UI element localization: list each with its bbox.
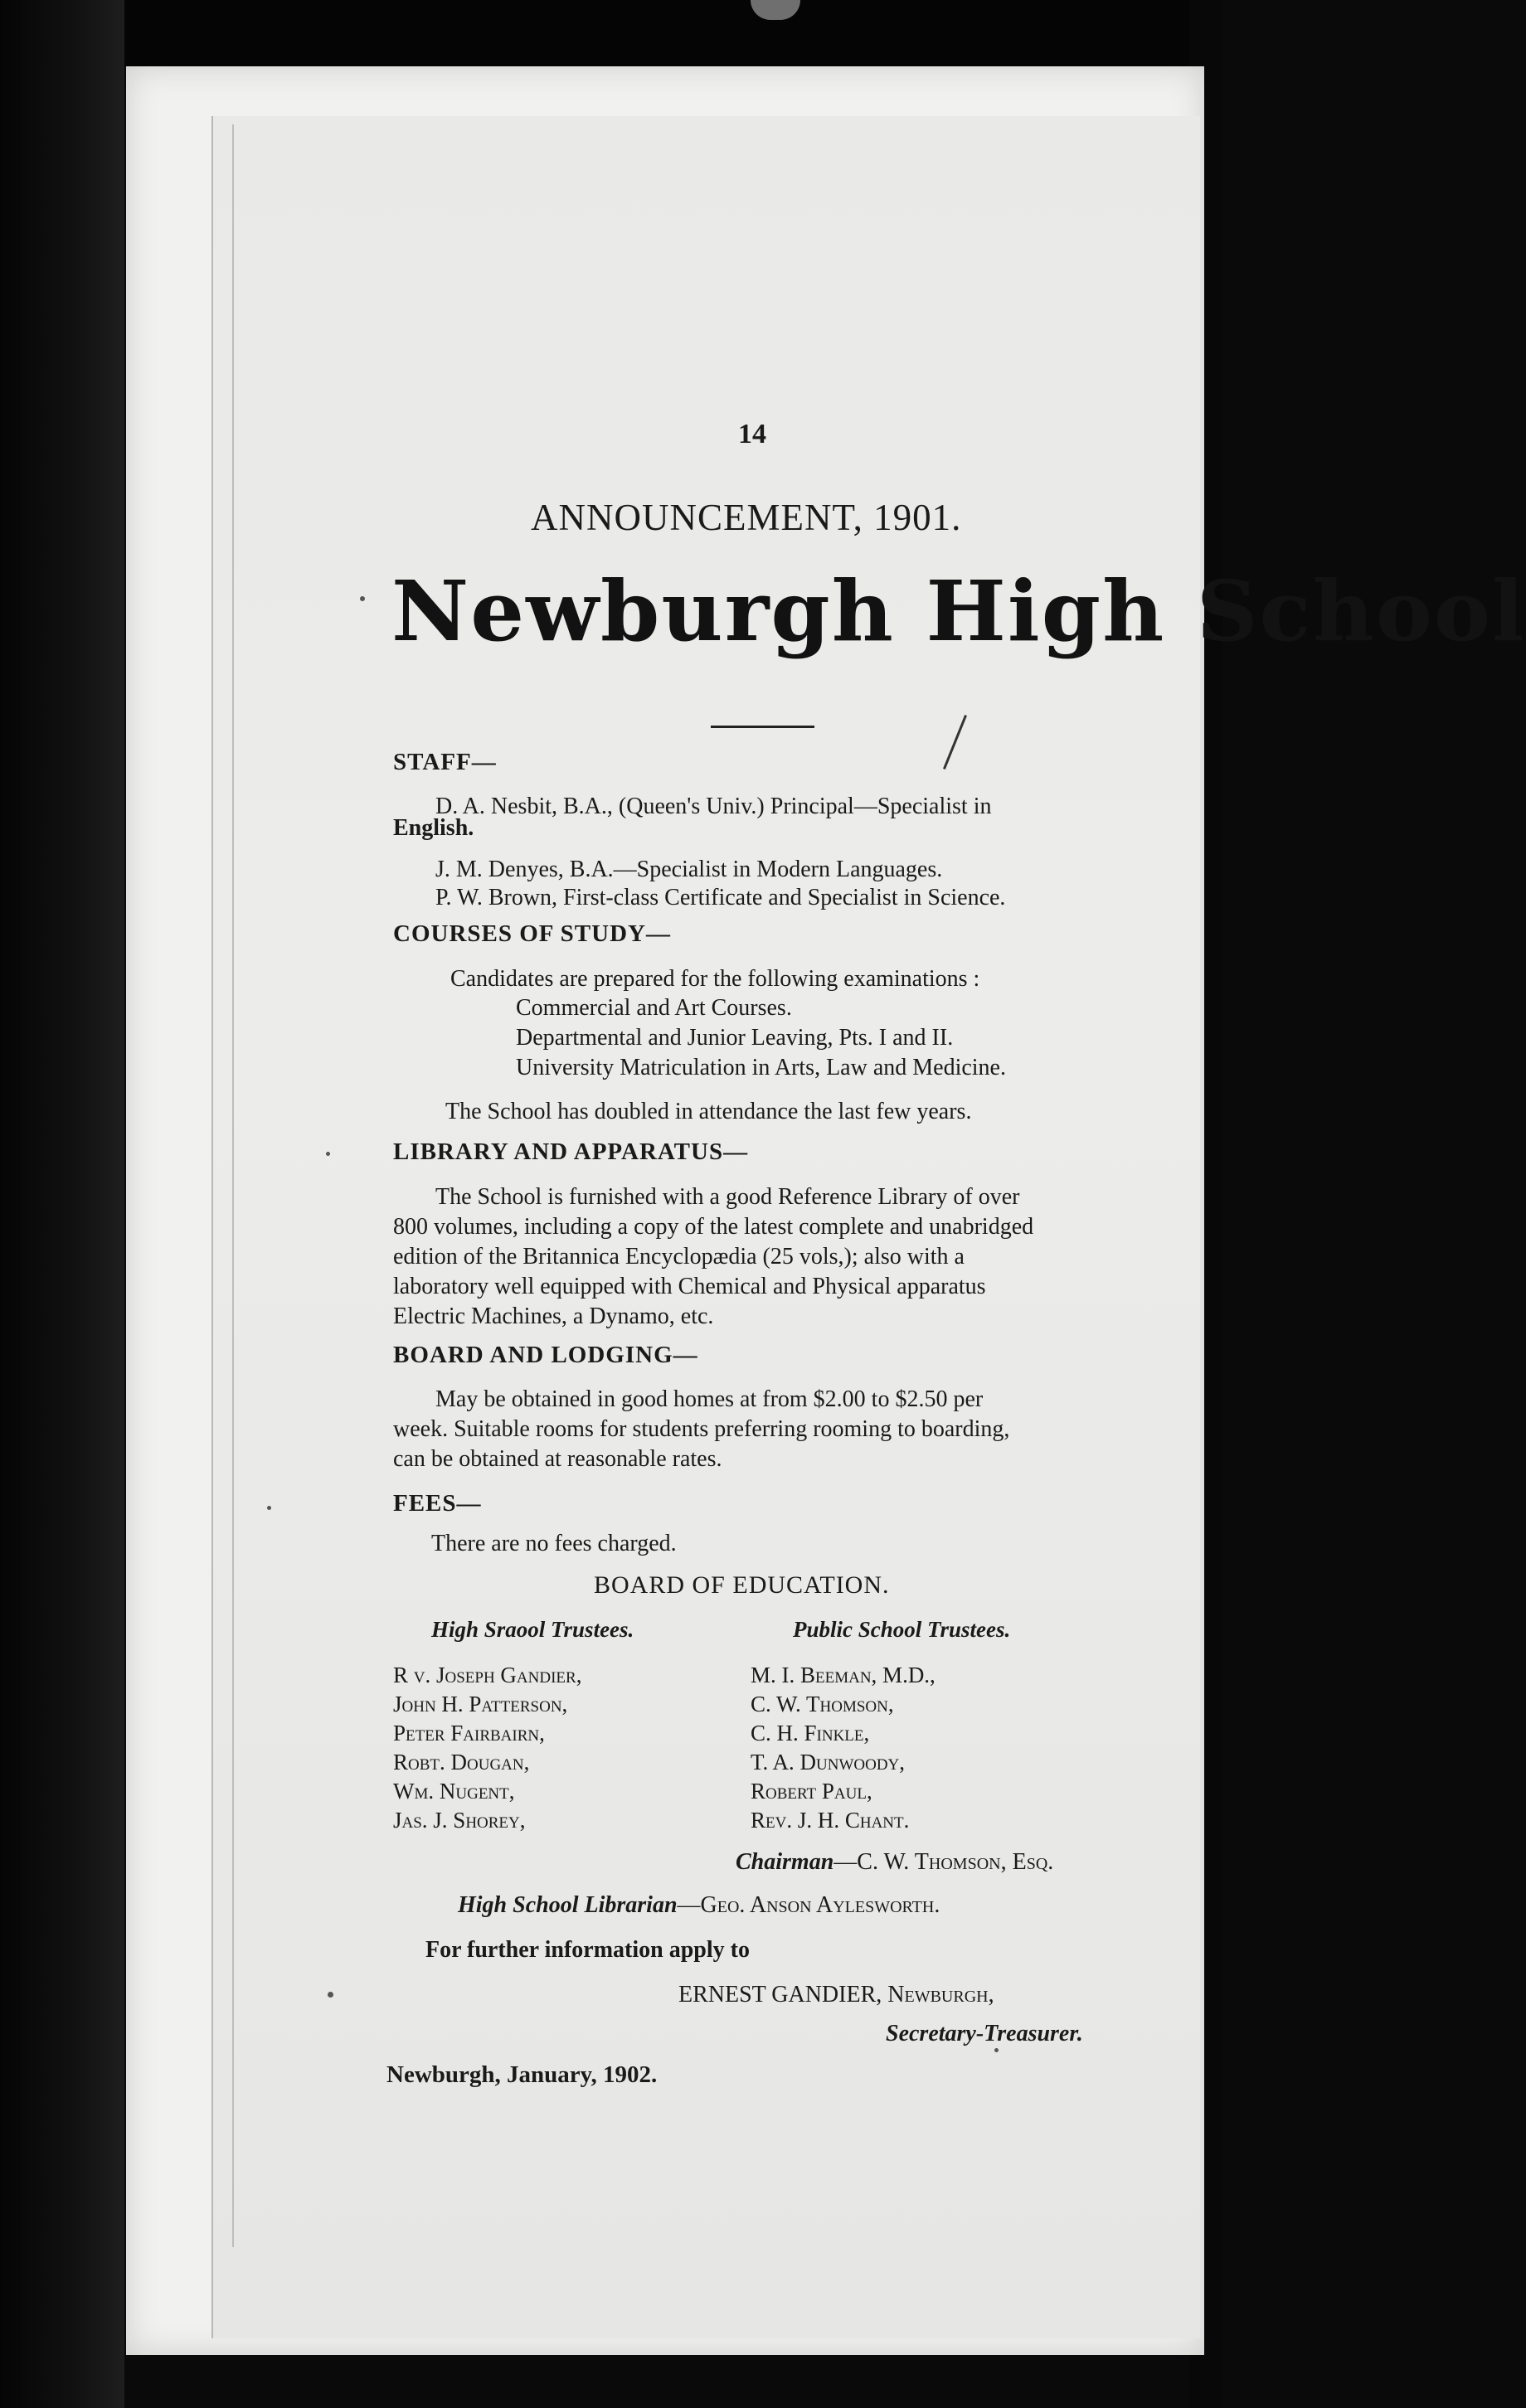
librarian-label: High School Librarian bbox=[458, 1892, 678, 1918]
public-school-trustee: C. H. Finkle, bbox=[751, 1721, 870, 1745]
date-line: Newburgh, January, 1902. bbox=[386, 2061, 658, 2088]
high-school-trustees-heading: High Sraool Trustees. bbox=[431, 1617, 634, 1642]
high-school-trustee: Peter Fairbairn, bbox=[393, 1721, 545, 1745]
board-of-education-title: BOARD OF EDUCATION. bbox=[594, 1571, 890, 1599]
chairman-name: —C. W. Thomson, Esq. bbox=[833, 1849, 1054, 1875]
scan-speck bbox=[267, 1506, 271, 1510]
fees-heading: FEES— bbox=[393, 1490, 482, 1517]
public-school-trustee: Robert Paul, bbox=[751, 1779, 872, 1804]
pen-mark bbox=[943, 715, 967, 769]
courses-intro: Candidates are prepared for the following examinations : bbox=[450, 966, 980, 992]
board-lodging-line: can be obtained at reasonable rates. bbox=[393, 1446, 722, 1472]
staff-heading: STAFF— bbox=[393, 749, 497, 775]
course-item: University Matriculation in Arts, Law and Medicine. bbox=[516, 1055, 1006, 1080]
library-line: laboratory well equipped with Chemical and Physical apparatus bbox=[393, 1274, 986, 1299]
library-line: Electric Machines, a Dynamo, etc. bbox=[393, 1304, 714, 1329]
library-line: 800 volumes, including a copy of the latest complete and unabridged bbox=[393, 1214, 1034, 1240]
high-school-trustee: R v. Joseph Gandier, bbox=[393, 1663, 582, 1687]
scan-speck bbox=[326, 1152, 330, 1156]
high-school-trustee: John H. Patterson, bbox=[393, 1692, 568, 1716]
public-school-trustee: Rev. J. H. Chant. bbox=[751, 1808, 910, 1833]
staff-member-2: J. M. Denyes, B.A.—Specialist in Modern Languages. bbox=[435, 857, 943, 882]
courses-note: The School has doubled in attendance the last few years. bbox=[445, 1099, 972, 1124]
school-name: Newburgh High School bbox=[391, 562, 1526, 660]
chairman-line bbox=[736, 1849, 1053, 1876]
library-line: edition of the Britannica Encyclopædia (25 vols,); also with a bbox=[393, 1244, 965, 1270]
public-school-trustee: C. W. Thomson, bbox=[751, 1692, 894, 1716]
staff-member-1: D. A. Nesbit, B.A., (Queen's Univ.) Principal—Specialist in bbox=[435, 794, 992, 819]
scan-speck bbox=[328, 1992, 333, 1998]
library-heading: LIBRARY AND APPARATUS— bbox=[393, 1138, 749, 1165]
high-school-trustee: Robt. Dougan, bbox=[393, 1750, 530, 1774]
further-info: For further information apply to bbox=[425, 1937, 750, 1963]
library-line: The School is furnished with a good Reference Library of over bbox=[435, 1184, 1020, 1210]
courses-heading: COURSES OF STUDY— bbox=[393, 920, 671, 947]
staff-member-1-cont: English. bbox=[393, 815, 474, 841]
public-school-trustee: M. I. Beeman, M.D., bbox=[751, 1663, 936, 1687]
secretary-title: Secretary-Treasurer. bbox=[886, 2021, 1083, 2046]
public-school-trustee: T. A. Dunwoody, bbox=[751, 1750, 906, 1774]
board-lodging-heading: BOARD AND LODGING— bbox=[393, 1342, 698, 1368]
staff-member-3: P. W. Brown, First-class Certificate and Specialist in Science. bbox=[435, 885, 1006, 910]
board-lodging-line: May be obtained in good homes at from $2.00 to $2.50 per bbox=[435, 1386, 984, 1412]
chairman-label: Chairman bbox=[736, 1849, 834, 1875]
high-school-trustee: Wm. Nugent, bbox=[393, 1779, 515, 1804]
fees-text: There are no fees charged. bbox=[431, 1531, 677, 1556]
public-school-trustees-heading: Public School Trustees. bbox=[793, 1617, 1011, 1642]
secretary-name: ERNEST GANDIER, Newburgh, bbox=[678, 1982, 994, 2007]
course-item: Commercial and Art Courses. bbox=[516, 995, 792, 1021]
scan-speck bbox=[994, 2048, 999, 2052]
page-number: 14 bbox=[738, 419, 766, 449]
high-school-trustee: Jas. J. Shorey, bbox=[393, 1808, 526, 1833]
librarian-name: —Geo. Anson Aylesworth. bbox=[677, 1892, 940, 1918]
announcement-title: ANNOUNCEMENT, 1901. bbox=[531, 497, 962, 538]
scan-speck bbox=[360, 596, 365, 601]
board-lodging-line: week. Suitable rooms for students preferring rooming to boarding, bbox=[393, 1416, 1010, 1442]
librarian-line bbox=[458, 1892, 940, 1919]
title-rule bbox=[711, 726, 814, 728]
course-item: Departmental and Junior Leaving, Pts. I and II. bbox=[516, 1025, 954, 1051]
